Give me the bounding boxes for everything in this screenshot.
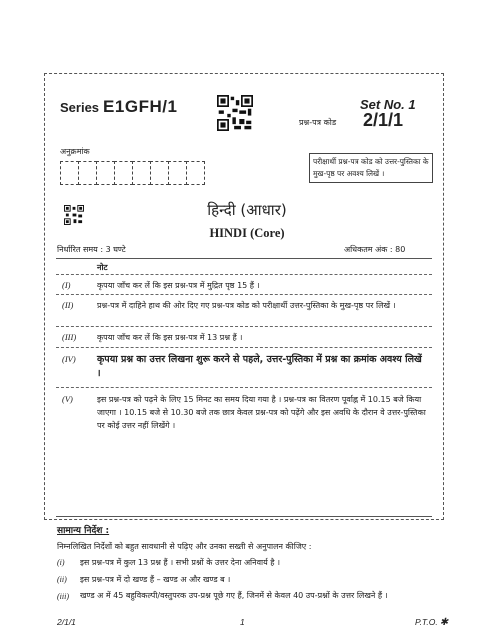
qr-code-icon bbox=[217, 95, 253, 131]
note-item bbox=[56, 295, 432, 327]
footer-paper-code: 2/1/1 bbox=[57, 617, 76, 627]
pto-text: P.T.O. bbox=[415, 617, 438, 627]
instruction-number: (i) bbox=[57, 558, 65, 567]
roll-digit-box[interactable] bbox=[78, 161, 97, 185]
roll-number-label: अनुक्रमांक bbox=[60, 147, 90, 156]
general-instructions-intro: निम्नलिखित निर्देशों को बहुत सावधानी से पढ़िए और उनका सख्ती से अनुपालन कीजिए : bbox=[57, 542, 312, 551]
subject-title-english: HINDI (Core) bbox=[209, 226, 285, 240]
notes-box bbox=[56, 258, 432, 517]
roll-digit-box[interactable] bbox=[132, 161, 151, 185]
instruction-number: (ii) bbox=[57, 575, 67, 584]
note-number: (I) bbox=[62, 280, 71, 290]
series-code: E1GFH/1 bbox=[103, 97, 178, 116]
note-item bbox=[56, 275, 432, 295]
time-allowed: निर्धारित समय : 3 घण्टे bbox=[57, 245, 126, 254]
roll-number-boxes bbox=[60, 161, 204, 185]
roll-digit-box[interactable] bbox=[60, 161, 79, 185]
note-text-bold: कृपया प्रश्न का उत्तर लिखना शुरू करने से पहले, उत्तर-पुस्तिका में प्रश्न का क्रमांक अवश्य लिखें । bbox=[97, 354, 422, 379]
note-number: (V) bbox=[62, 394, 73, 404]
note-item bbox=[56, 327, 432, 348]
note-item bbox=[56, 348, 432, 388]
note-number: (III) bbox=[62, 332, 77, 342]
asterisk-icon: ✱ bbox=[439, 617, 449, 628]
note-text: कृपया जाँच कर लें कि इस प्रश्न-पत्र में 13 प्रश्न हैं । bbox=[97, 333, 243, 342]
series-word: Series bbox=[60, 100, 100, 115]
notes-heading: नोट bbox=[97, 263, 108, 272]
instruction-number: (iii) bbox=[57, 592, 69, 601]
maximum-marks: अधिकतम अंक : 80 bbox=[344, 245, 406, 254]
candidate-note-box bbox=[309, 153, 433, 183]
note-number: (II) bbox=[62, 300, 74, 310]
paper-code-label: प्रश्न-पत्र कोड bbox=[299, 118, 337, 127]
set-number: Set No. 1 bbox=[360, 97, 416, 112]
instruction-text: खण्ड अ में 45 बहुविकल्पी/वस्तुपरक उप-प्रश्न पूछे गए हैं, जिनमें से केवल 40 उप-प्रश्नों के उत्तर लिखने हैं । bbox=[80, 591, 388, 600]
note-item bbox=[56, 388, 432, 448]
series-label bbox=[60, 97, 177, 117]
general-instructions-title: सामान्य निर्देश : bbox=[57, 526, 110, 536]
roll-digit-box[interactable] bbox=[96, 161, 115, 185]
note-number: (IV) bbox=[62, 354, 76, 364]
candidate-note-text: परीक्षार्थी प्रश्न-पत्र कोड को उत्तर-पुस्तिका के मुख-पृष्ठ पर अवश्य लिखें । bbox=[313, 157, 429, 178]
roll-digit-box[interactable] bbox=[186, 161, 205, 185]
roll-digit-box[interactable] bbox=[150, 161, 169, 185]
subject-title-hindi: हिन्दी (आधार) bbox=[207, 201, 287, 219]
note-text: प्रश्न-पत्र में दाहिने हाथ की ओर दिए गए प्रश्न-पत्र कोड को परीक्षार्थी उत्तर-पुस्तिका के मुख-पृष्ठ पर लिखें । bbox=[97, 301, 396, 310]
notes-heading-row bbox=[56, 259, 432, 275]
roll-digit-box[interactable] bbox=[168, 161, 187, 185]
paper-code: 2/1/1 bbox=[363, 110, 404, 130]
note-text: कृपया जाँच कर लें कि इस प्रश्न-पत्र में मुद्रित पृष्ठ 15 हैं । bbox=[97, 281, 260, 290]
instruction-text: इस प्रश्न-पत्र में दो खण्ड हैं – खण्ड अ और खण्ड ब । bbox=[80, 575, 231, 584]
instruction-text: इस प्रश्न-पत्र में कुल 13 प्रश्न हैं । सभी प्रश्नों के उत्तर देना अनिवार्य है । bbox=[80, 558, 281, 567]
footer-pto bbox=[415, 617, 448, 628]
footer-page-number: 1 bbox=[240, 617, 245, 627]
roll-digit-box[interactable] bbox=[114, 161, 133, 185]
note-text: इस प्रश्न-पत्र को पढ़ने के लिए 15 मिनट का समय दिया गया है । प्रश्न-पत्र का वितरण पूर्वाह्न में 10.15 बजे किया जाएगा । 10.15 बजे से 10.30 बजे तक छात्र केवल प्रश्न-पत्र को पढ़ेंगे और इस अवधि के दौरान वे उत्तर-पुस्तिका पर कोई उत्तर नहीं लिखेंगे । bbox=[97, 395, 426, 430]
